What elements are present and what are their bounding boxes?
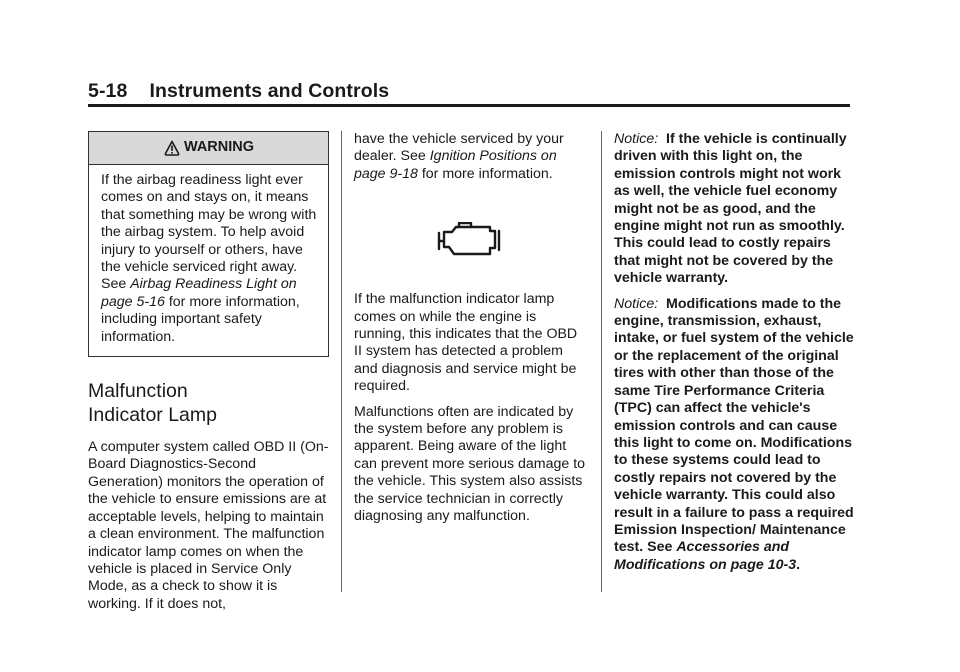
notice-paragraph <box>614 131 854 288</box>
paragraph: Malfunctions often are indicated by the system before any problem is apparent. Being aware of the light can prevent more serious damage to the vehicle. This system also assists the service technician in correctly diagnosing any malfunction. <box>354 403 586 525</box>
warning-title: WARNING <box>183 139 255 156</box>
ignition-link[interactable]: Ignition Positions on page 9-18 <box>354 148 557 182</box>
check-engine-icon <box>437 222 503 260</box>
page-number: 5-18 <box>88 80 128 102</box>
column-middle <box>354 131 586 534</box>
notice-tail: . <box>796 556 801 573</box>
warning-box <box>88 131 329 357</box>
warning-body <box>89 165 328 356</box>
paragraph: If the malfunction indicator lamp comes on while the engine is running, this indicates that the OBD II system has detected a problem and diagnosis and service might be required. <box>354 291 578 395</box>
section-heading-line2: Indicator Lamp <box>88 404 217 427</box>
notice-label: Notice: <box>614 131 659 147</box>
warning-text: If the airbag readiness light ever comes on and stays on, it means that something may be wrong with the airbag system. To help avoid injury to yourself or others, have the vehicle serviced right away. See <box>101 172 317 293</box>
header-rule <box>88 104 850 107</box>
page-header <box>88 80 850 103</box>
section-heading <box>88 379 329 427</box>
column-right <box>614 131 854 582</box>
column-divider <box>601 131 602 592</box>
column-left <box>88 131 329 621</box>
notice-label: Notice: <box>614 295 659 312</box>
notice-text: If the vehicle is continually driven with this light on, the emission controls might not work as well, the vehicle fuel economy might not be as good, and the engine might not run as smoothly. This could lead to costly repairs that might not be covered by the vehicle warranty. <box>614 131 847 287</box>
warning-text-tail: for more information, including important safety information. <box>101 293 300 345</box>
accessories-link[interactable]: Accessories and Modifications on page 10-3 <box>614 539 797 573</box>
warning-link[interactable]: Airbag Readiness Light on page 5-16 <box>101 276 297 310</box>
paragraph: A computer system called OBD II (On-Board Diagnostics-Second Generation) monitors the operation of the vehicle to ensure emissions are at acceptable levels, helping to maintain a clean environment. The malfunction indicator lamp comes on when the vehicle is placed in Service Only Mode, as a check to show it is working. If it does not, <box>88 439 329 612</box>
notice-text: Modifications made to the engine, transmission, exhaust, intake, or fuel system of the vehicle or the replacement of the original tires with other than those of the same Tire Performance Criteria (TPC) can affect the vehicle's emission controls and can cause this light to come on. Modifications to these systems could lead to costly repairs not covered by the vehicle warranty. This could also result in a failure to pass a required Emission Inspection/ Maintenance test. See <box>614 295 854 556</box>
warning-header <box>89 132 328 165</box>
notice-paragraph <box>614 296 854 575</box>
warning-icon <box>163 140 181 157</box>
section-heading-line1: Malfunction <box>88 380 188 403</box>
section-title-header: Instruments and Controls <box>149 80 390 102</box>
paragraph-tail: for more information. <box>417 165 553 182</box>
engine-icon-container <box>354 191 586 291</box>
paragraph-text: have the vehicle serviced by your dealer. See <box>354 131 564 165</box>
paragraph <box>354 131 586 183</box>
column-divider <box>341 131 342 592</box>
